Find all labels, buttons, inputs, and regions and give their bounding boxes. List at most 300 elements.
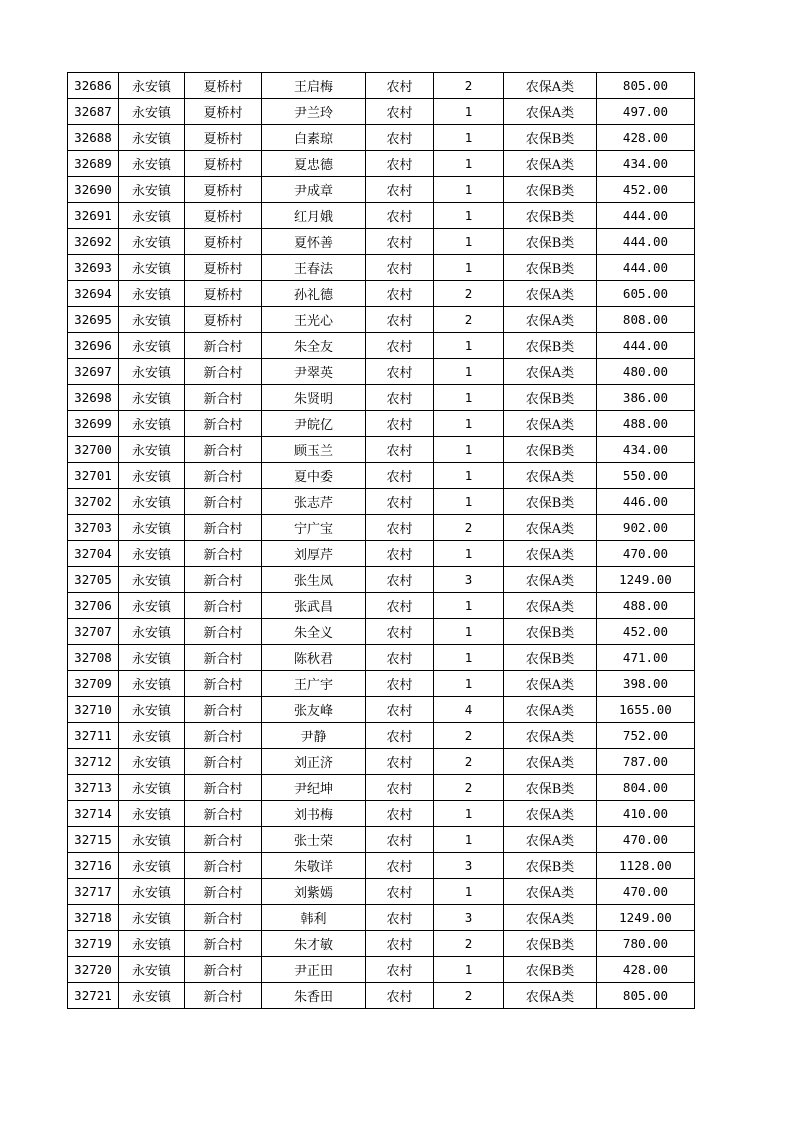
record-number-cell: 32716 [68, 853, 119, 879]
record-number-cell: 32709 [68, 671, 119, 697]
table-row [68, 359, 695, 385]
household-type-cell: 农村 [366, 593, 434, 619]
village-cell: 新合村 [185, 801, 262, 827]
village-cell: 新合村 [185, 957, 262, 983]
town-cell: 永安镇 [119, 541, 185, 567]
name-cell: 朱全义 [262, 619, 366, 645]
member-count-cell: 3 [434, 853, 504, 879]
table-row [68, 957, 695, 983]
household-type-cell: 农村 [366, 333, 434, 359]
table-row [68, 905, 695, 931]
name-cell: 王广宇 [262, 671, 366, 697]
name-cell: 刘厚芹 [262, 541, 366, 567]
table-row [68, 255, 695, 281]
category-cell: 农保A类 [504, 73, 597, 99]
member-count-cell: 2 [434, 723, 504, 749]
member-count-cell: 2 [434, 307, 504, 333]
member-count-cell: 1 [434, 151, 504, 177]
record-number-cell: 32688 [68, 125, 119, 151]
member-count-cell: 3 [434, 567, 504, 593]
record-number-cell: 32717 [68, 879, 119, 905]
record-number-cell: 32700 [68, 437, 119, 463]
town-cell: 永安镇 [119, 515, 185, 541]
village-cell: 新合村 [185, 593, 262, 619]
record-number-cell: 32697 [68, 359, 119, 385]
category-cell: 农保A类 [504, 99, 597, 125]
category-cell: 农保A类 [504, 411, 597, 437]
village-cell: 新合村 [185, 723, 262, 749]
town-cell: 永安镇 [119, 671, 185, 697]
village-cell: 新合村 [185, 827, 262, 853]
household-type-cell: 农村 [366, 957, 434, 983]
town-cell: 永安镇 [119, 697, 185, 723]
household-type-cell: 农村 [366, 411, 434, 437]
name-cell: 宁广宝 [262, 515, 366, 541]
town-cell: 永安镇 [119, 203, 185, 229]
town-cell: 永安镇 [119, 73, 185, 99]
name-cell: 朱敬详 [262, 853, 366, 879]
household-type-cell: 农村 [366, 125, 434, 151]
name-cell: 夏怀善 [262, 229, 366, 255]
village-cell: 新合村 [185, 541, 262, 567]
household-type-cell: 农村 [366, 177, 434, 203]
category-cell: 农保A类 [504, 359, 597, 385]
village-cell: 新合村 [185, 879, 262, 905]
village-cell: 夏桥村 [185, 229, 262, 255]
table-row [68, 203, 695, 229]
household-type-cell: 农村 [366, 385, 434, 411]
town-cell: 永安镇 [119, 567, 185, 593]
household-type-cell: 农村 [366, 697, 434, 723]
town-cell: 永安镇 [119, 359, 185, 385]
amount-cell: 805.00 [597, 983, 695, 1009]
table-row [68, 619, 695, 645]
amount-cell: 1249.00 [597, 567, 695, 593]
member-count-cell: 2 [434, 931, 504, 957]
name-cell: 韩利 [262, 905, 366, 931]
amount-cell: 428.00 [597, 125, 695, 151]
household-type-cell: 农村 [366, 749, 434, 775]
record-number-cell: 32693 [68, 255, 119, 281]
table-row [68, 281, 695, 307]
town-cell: 永安镇 [119, 229, 185, 255]
record-number-cell: 32720 [68, 957, 119, 983]
category-cell: 农保A类 [504, 567, 597, 593]
village-cell: 夏桥村 [185, 255, 262, 281]
amount-cell: 550.00 [597, 463, 695, 489]
member-count-cell: 1 [434, 255, 504, 281]
town-cell: 永安镇 [119, 827, 185, 853]
village-cell: 夏桥村 [185, 177, 262, 203]
household-type-cell: 农村 [366, 931, 434, 957]
household-type-cell: 农村 [366, 307, 434, 333]
table-row [68, 671, 695, 697]
amount-cell: 446.00 [597, 489, 695, 515]
village-cell: 夏桥村 [185, 73, 262, 99]
village-cell: 新合村 [185, 749, 262, 775]
household-type-cell: 农村 [366, 723, 434, 749]
record-number-cell: 32692 [68, 229, 119, 255]
amount-cell: 470.00 [597, 827, 695, 853]
amount-cell: 471.00 [597, 645, 695, 671]
category-cell: 农保B类 [504, 229, 597, 255]
village-cell: 新合村 [185, 671, 262, 697]
record-number-cell: 32714 [68, 801, 119, 827]
table-row [68, 931, 695, 957]
category-cell: 农保B类 [504, 203, 597, 229]
amount-cell: 434.00 [597, 437, 695, 463]
village-cell: 新合村 [185, 931, 262, 957]
record-number-cell: 32698 [68, 385, 119, 411]
name-cell: 红月娥 [262, 203, 366, 229]
category-cell: 农保A类 [504, 697, 597, 723]
member-count-cell: 1 [434, 489, 504, 515]
village-cell: 新合村 [185, 853, 262, 879]
amount-cell: 1249.00 [597, 905, 695, 931]
member-count-cell: 1 [434, 671, 504, 697]
town-cell: 永安镇 [119, 281, 185, 307]
name-cell: 张志芹 [262, 489, 366, 515]
category-cell: 农保B类 [504, 437, 597, 463]
member-count-cell: 1 [434, 879, 504, 905]
record-number-cell: 32704 [68, 541, 119, 567]
member-count-cell: 1 [434, 827, 504, 853]
town-cell: 永安镇 [119, 905, 185, 931]
table-row [68, 879, 695, 905]
village-cell: 新合村 [185, 775, 262, 801]
table-row [68, 229, 695, 255]
amount-cell: 452.00 [597, 177, 695, 203]
amount-cell: 444.00 [597, 333, 695, 359]
member-count-cell: 1 [434, 619, 504, 645]
member-count-cell: 1 [434, 177, 504, 203]
name-cell: 朱香田 [262, 983, 366, 1009]
category-cell: 农保B类 [504, 177, 597, 203]
record-number-cell: 32687 [68, 99, 119, 125]
name-cell: 尹纪坤 [262, 775, 366, 801]
name-cell: 孙礼德 [262, 281, 366, 307]
amount-cell: 804.00 [597, 775, 695, 801]
member-count-cell: 1 [434, 125, 504, 151]
table-row [68, 437, 695, 463]
amount-cell: 488.00 [597, 411, 695, 437]
member-count-cell: 1 [434, 99, 504, 125]
category-cell: 农保A类 [504, 463, 597, 489]
table-row [68, 489, 695, 515]
amount-cell: 398.00 [597, 671, 695, 697]
category-cell: 农保B类 [504, 619, 597, 645]
table-row [68, 593, 695, 619]
town-cell: 永安镇 [119, 125, 185, 151]
category-cell: 农保A类 [504, 541, 597, 567]
member-count-cell: 1 [434, 593, 504, 619]
village-cell: 新合村 [185, 359, 262, 385]
table-row [68, 567, 695, 593]
name-cell: 顾玉兰 [262, 437, 366, 463]
village-cell: 夏桥村 [185, 151, 262, 177]
town-cell: 永安镇 [119, 619, 185, 645]
member-count-cell: 1 [434, 333, 504, 359]
name-cell: 陈秋君 [262, 645, 366, 671]
table-row [68, 515, 695, 541]
name-cell: 刘书梅 [262, 801, 366, 827]
category-cell: 农保B类 [504, 853, 597, 879]
name-cell: 尹皖亿 [262, 411, 366, 437]
table-row [68, 151, 695, 177]
household-type-cell: 农村 [366, 853, 434, 879]
household-type-cell: 农村 [366, 645, 434, 671]
name-cell: 张友峰 [262, 697, 366, 723]
table-row [68, 73, 695, 99]
amount-cell: 605.00 [597, 281, 695, 307]
table-body [68, 73, 695, 1009]
record-number-cell: 32701 [68, 463, 119, 489]
name-cell: 朱才敏 [262, 931, 366, 957]
table-row [68, 99, 695, 125]
amount-cell: 497.00 [597, 99, 695, 125]
household-type-cell: 农村 [366, 255, 434, 281]
category-cell: 农保A类 [504, 593, 597, 619]
name-cell: 尹翠英 [262, 359, 366, 385]
category-cell: 农保A类 [504, 515, 597, 541]
town-cell: 永安镇 [119, 255, 185, 281]
record-number-cell: 32695 [68, 307, 119, 333]
member-count-cell: 3 [434, 905, 504, 931]
table-row [68, 853, 695, 879]
table-row [68, 749, 695, 775]
table-row [68, 463, 695, 489]
category-cell: 农保B类 [504, 385, 597, 411]
member-count-cell: 2 [434, 281, 504, 307]
household-type-cell: 农村 [366, 827, 434, 853]
record-number-cell: 32694 [68, 281, 119, 307]
member-count-cell: 2 [434, 775, 504, 801]
household-type-cell: 农村 [366, 437, 434, 463]
amount-cell: 444.00 [597, 229, 695, 255]
town-cell: 永安镇 [119, 983, 185, 1009]
name-cell: 王春法 [262, 255, 366, 281]
village-cell: 新合村 [185, 489, 262, 515]
record-number-cell: 32721 [68, 983, 119, 1009]
category-cell: 农保B类 [504, 775, 597, 801]
town-cell: 永安镇 [119, 99, 185, 125]
record-number-cell: 32705 [68, 567, 119, 593]
name-cell: 夏忠德 [262, 151, 366, 177]
town-cell: 永安镇 [119, 879, 185, 905]
household-type-cell: 农村 [366, 203, 434, 229]
table-row [68, 801, 695, 827]
household-type-cell: 农村 [366, 905, 434, 931]
member-count-cell: 1 [434, 411, 504, 437]
household-type-cell: 农村 [366, 489, 434, 515]
village-cell: 夏桥村 [185, 125, 262, 151]
category-cell: 农保A类 [504, 151, 597, 177]
table-row [68, 697, 695, 723]
town-cell: 永安镇 [119, 385, 185, 411]
amount-cell: 902.00 [597, 515, 695, 541]
table-row [68, 333, 695, 359]
category-cell: 农保A类 [504, 749, 597, 775]
record-number-cell: 32696 [68, 333, 119, 359]
town-cell: 永安镇 [119, 957, 185, 983]
category-cell: 农保B类 [504, 957, 597, 983]
table-row [68, 177, 695, 203]
category-cell: 农保B类 [504, 489, 597, 515]
table-row [68, 411, 695, 437]
village-cell: 新合村 [185, 567, 262, 593]
amount-cell: 434.00 [597, 151, 695, 177]
name-cell: 朱全友 [262, 333, 366, 359]
household-type-cell: 农村 [366, 619, 434, 645]
table-row [68, 723, 695, 749]
table-row [68, 125, 695, 151]
record-number-cell: 32707 [68, 619, 119, 645]
category-cell: 农保A类 [504, 671, 597, 697]
village-cell: 新合村 [185, 515, 262, 541]
amount-cell: 452.00 [597, 619, 695, 645]
name-cell: 张武昌 [262, 593, 366, 619]
amount-cell: 488.00 [597, 593, 695, 619]
member-count-cell: 1 [434, 229, 504, 255]
table-row [68, 983, 695, 1009]
table-row [68, 385, 695, 411]
village-cell: 夏桥村 [185, 307, 262, 333]
amount-cell: 808.00 [597, 307, 695, 333]
town-cell: 永安镇 [119, 463, 185, 489]
amount-cell: 480.00 [597, 359, 695, 385]
member-count-cell: 2 [434, 515, 504, 541]
category-cell: 农保A类 [504, 827, 597, 853]
name-cell: 尹正田 [262, 957, 366, 983]
village-cell: 新合村 [185, 411, 262, 437]
table-row [68, 645, 695, 671]
name-cell: 尹兰玲 [262, 99, 366, 125]
member-count-cell: 2 [434, 749, 504, 775]
relief-roster-table [67, 72, 695, 1009]
name-cell: 朱贤明 [262, 385, 366, 411]
category-cell: 农保B类 [504, 333, 597, 359]
amount-cell: 1655.00 [597, 697, 695, 723]
member-count-cell: 2 [434, 73, 504, 99]
record-number-cell: 32713 [68, 775, 119, 801]
record-number-cell: 32690 [68, 177, 119, 203]
household-type-cell: 农村 [366, 515, 434, 541]
amount-cell: 780.00 [597, 931, 695, 957]
record-number-cell: 32691 [68, 203, 119, 229]
name-cell: 张生凤 [262, 567, 366, 593]
household-type-cell: 农村 [366, 983, 434, 1009]
town-cell: 永安镇 [119, 749, 185, 775]
member-count-cell: 1 [434, 957, 504, 983]
household-type-cell: 农村 [366, 463, 434, 489]
town-cell: 永安镇 [119, 775, 185, 801]
category-cell: 农保B类 [504, 645, 597, 671]
record-number-cell: 32703 [68, 515, 119, 541]
member-count-cell: 1 [434, 359, 504, 385]
name-cell: 王光心 [262, 307, 366, 333]
town-cell: 永安镇 [119, 931, 185, 957]
table-row [68, 827, 695, 853]
name-cell: 张士荣 [262, 827, 366, 853]
amount-cell: 444.00 [597, 255, 695, 281]
table-row [68, 307, 695, 333]
village-cell: 新合村 [185, 983, 262, 1009]
town-cell: 永安镇 [119, 801, 185, 827]
town-cell: 永安镇 [119, 645, 185, 671]
record-number-cell: 32711 [68, 723, 119, 749]
town-cell: 永安镇 [119, 177, 185, 203]
member-count-cell: 1 [434, 463, 504, 489]
member-count-cell: 2 [434, 983, 504, 1009]
category-cell: 农保B类 [504, 255, 597, 281]
category-cell: 农保A类 [504, 905, 597, 931]
household-type-cell: 农村 [366, 775, 434, 801]
record-number-cell: 32715 [68, 827, 119, 853]
name-cell: 夏中委 [262, 463, 366, 489]
amount-cell: 386.00 [597, 385, 695, 411]
village-cell: 新合村 [185, 437, 262, 463]
member-count-cell: 1 [434, 203, 504, 229]
category-cell: 农保A类 [504, 307, 597, 333]
town-cell: 永安镇 [119, 333, 185, 359]
household-type-cell: 农村 [366, 359, 434, 385]
household-type-cell: 农村 [366, 281, 434, 307]
record-number-cell: 32702 [68, 489, 119, 515]
village-cell: 新合村 [185, 905, 262, 931]
member-count-cell: 1 [434, 385, 504, 411]
category-cell: 农保B类 [504, 125, 597, 151]
household-type-cell: 农村 [366, 567, 434, 593]
name-cell: 尹成章 [262, 177, 366, 203]
amount-cell: 787.00 [597, 749, 695, 775]
village-cell: 新合村 [185, 333, 262, 359]
name-cell: 白素琼 [262, 125, 366, 151]
village-cell: 夏桥村 [185, 281, 262, 307]
household-type-cell: 农村 [366, 229, 434, 255]
town-cell: 永安镇 [119, 411, 185, 437]
amount-cell: 752.00 [597, 723, 695, 749]
record-number-cell: 32710 [68, 697, 119, 723]
category-cell: 农保B类 [504, 931, 597, 957]
member-count-cell: 1 [434, 801, 504, 827]
town-cell: 永安镇 [119, 723, 185, 749]
household-type-cell: 农村 [366, 671, 434, 697]
town-cell: 永安镇 [119, 437, 185, 463]
town-cell: 永安镇 [119, 853, 185, 879]
record-number-cell: 32689 [68, 151, 119, 177]
town-cell: 永安镇 [119, 307, 185, 333]
household-type-cell: 农村 [366, 73, 434, 99]
town-cell: 永安镇 [119, 151, 185, 177]
village-cell: 夏桥村 [185, 99, 262, 125]
member-count-cell: 4 [434, 697, 504, 723]
member-count-cell: 1 [434, 645, 504, 671]
household-type-cell: 农村 [366, 99, 434, 125]
amount-cell: 410.00 [597, 801, 695, 827]
table-row [68, 775, 695, 801]
household-type-cell: 农村 [366, 541, 434, 567]
town-cell: 永安镇 [119, 489, 185, 515]
amount-cell: 470.00 [597, 541, 695, 567]
village-cell: 新合村 [185, 463, 262, 489]
category-cell: 农保A类 [504, 801, 597, 827]
household-type-cell: 农村 [366, 151, 434, 177]
village-cell: 新合村 [185, 645, 262, 671]
village-cell: 夏桥村 [185, 203, 262, 229]
amount-cell: 805.00 [597, 73, 695, 99]
name-cell: 刘紫嫣 [262, 879, 366, 905]
category-cell: 农保A类 [504, 879, 597, 905]
